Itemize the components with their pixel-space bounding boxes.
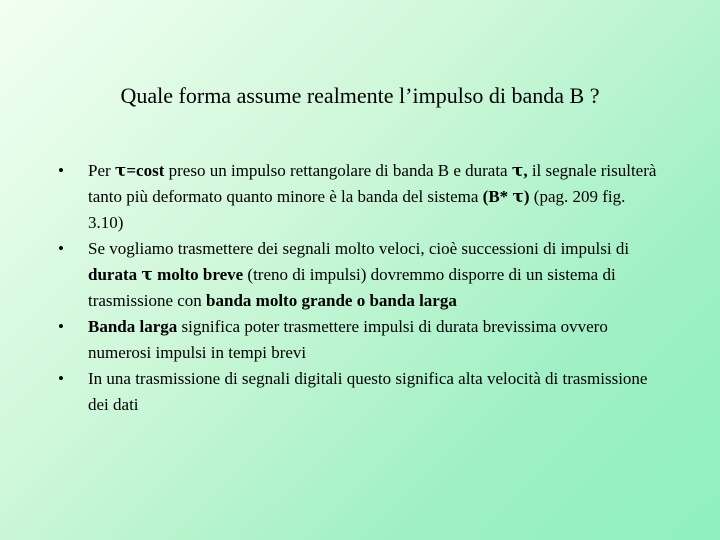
bullet-2-text-a: Se vogliamo trasmettere dei segnali molto veloci, cioè successioni di impulsi di [88,239,630,258]
bullet-2-text-d: (treno di impulsi) dovremmo disporre di un sistema di trasmissione con [88,265,616,310]
bullet-dot-icon: • [58,317,64,336]
bullet-2-text-c: molto breve [152,265,244,284]
bullet-1-text-b: =cost [126,161,165,180]
bullet-4-text-a: In una trasmissione di segnali digitali questo significa alta velocità di trasmissione dei dati [88,369,648,414]
bullet-item-2 [58,236,658,314]
bullet-3-text-b: significa poter trasmettere impulsi di durata brevissima ovvero numerosi impulsi in tempi brevi [88,317,608,362]
tau-symbol: τ [141,265,153,285]
tau-symbol: τ [511,161,524,181]
bullet-dot-icon: • [58,161,64,180]
bullet-1-text-f: (B* [482,187,513,206]
bullet-item-4 [58,366,658,418]
tau-symbol: τ [512,187,524,207]
bullet-dot-icon: • [58,239,64,258]
bullet-1-text-h: (pag. 209 fig. 3.10) [88,187,626,232]
bullet-2-text-b: durata [88,265,142,284]
bullet-1-text-g: ) [523,187,530,206]
bullet-1-text-a: Per [88,161,115,180]
slide-title: Quale forma assume realmente l’impulso di banda B ? [120,83,600,108]
bullet-3-text-a: Banda larga [88,317,178,336]
bullet-list [58,158,658,418]
bullet-1-text-e: il segnale risulterà tanto più deformato quanto minore è la banda del sistema [88,161,657,206]
bullet-item-3 [58,314,658,366]
bullet-2-text-e: banda molto grande o banda larga [206,291,457,310]
bullet-item-1 [58,158,658,236]
bullet-dot-icon: • [58,369,64,388]
bullet-1-text-d: , [523,161,528,180]
tau-symbol: τ [114,161,127,181]
bullet-1-text-c: preso un impulso rettangolare di banda B e durata [164,161,512,180]
